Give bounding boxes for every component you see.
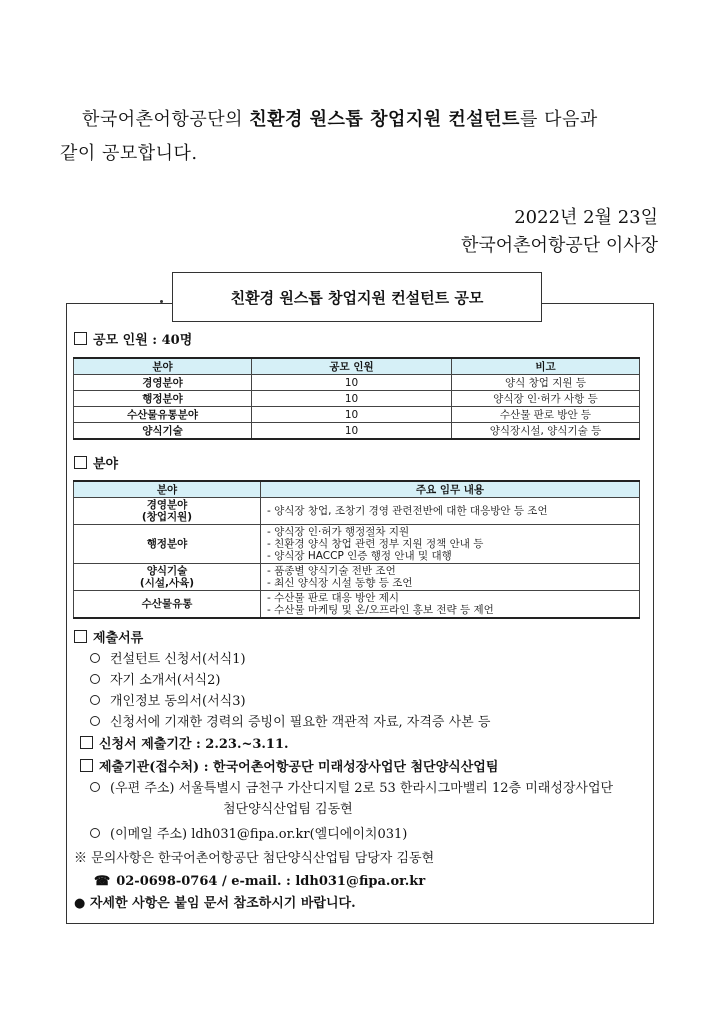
- table-row: 경영분야 10 양식 창업 지원 등: [74, 375, 640, 391]
- checkbox-square-icon: [74, 332, 87, 345]
- period-heading: 신청서 제출기간 : 2.23.~3.11.: [80, 733, 289, 752]
- list-item: 개인정보 동의서(서식3): [90, 691, 490, 712]
- fields-table: [73, 480, 640, 619]
- table-row: 양식기술 10 양식장시설, 양식기술 등: [74, 423, 640, 440]
- list-item: (우편 주소) 서울특별시 금천구 가산디지털 2로 53 한라시그마밸리 12층 미래성장사업단: [90, 778, 613, 799]
- list-item: 컨설턴트 신청서(서식1): [90, 649, 490, 670]
- table-header: 공모 인원: [252, 358, 452, 375]
- table-row: 수산물유통 - 수산물 판로 대응 방안 제시 - 수산물 마케팅 및 온/오프라인 홍보 전략 등 제언: [74, 591, 640, 619]
- intro-bold-title: 친환경 원스톱 창업지원 컨설턴트: [249, 109, 520, 130]
- checkbox-square-icon: [74, 630, 87, 643]
- agency-details: [90, 778, 613, 845]
- intro-paragraph: 한국어촌어항공단의 친환경 원스톱 창업지원 컨설턴트를 다음과 같이 공모합니다.: [60, 109, 598, 164]
- issuer: 한국어촌어항공단 이사장: [461, 235, 658, 256]
- checkbox-square-icon: [74, 456, 87, 469]
- list-item: 첨단양식산업팀 김동현: [223, 802, 353, 817]
- contact-line: ☎ 02-0698-0764 / e-mail. : ldh031@fipa.or.kr: [94, 871, 425, 892]
- table-row: 행정분야 10 양식장 인·허가 사항 등: [74, 391, 640, 407]
- recruit-table: [73, 357, 640, 440]
- docs-list: [90, 649, 490, 733]
- frame-dot: [160, 300, 163, 303]
- circle-bullet-icon: [90, 716, 100, 726]
- notice-title: 친환경 원스톱 창업지원 컨설턴트 공모: [172, 272, 542, 322]
- phone-icon: ☎: [94, 874, 111, 889]
- recruit-heading: 공모 인원 : 40명: [74, 329, 192, 348]
- docs-heading: 제출서류: [74, 627, 143, 646]
- table-header: 비고: [452, 358, 640, 375]
- table-header: 주요 임무 내용: [261, 481, 640, 498]
- circle-bullet-icon: [90, 782, 100, 792]
- reference-note: ● 자세한 사항은 붙임 문서 참조하시기 바랍니다.: [74, 896, 356, 911]
- agency-heading: 제출기관(접수처) : 한국어촌어항공단 미래성장사업단 첨단양식산업팀: [80, 756, 498, 775]
- list-item: (이메일 주소) ldh031@fipa.or.kr(엘디에이치031): [90, 824, 613, 845]
- fields-heading: 분야: [74, 453, 118, 472]
- table-row: 양식기술 (시설,사육) - 품종별 양식기술 전반 조언 - 최신 양식장 시설 동향 등 조언: [74, 564, 640, 591]
- circle-bullet-icon: [90, 828, 100, 838]
- table-row: 경영분야 (창업지원) - 양식장 창업, 조창기 경영 관련전반에 대한 대응방안 등 조언: [74, 498, 640, 525]
- checkbox-square-icon: [80, 736, 93, 749]
- circle-bullet-icon: [90, 674, 100, 684]
- table-header: 분야: [74, 481, 261, 498]
- table-header: 분야: [74, 358, 252, 375]
- table-row: 행정분야 - 양식장 인·허가 행정절차 지원 - 친환경 양식 창업 관련 정부 지원 정책 안내 등 - 양식장 HACCP 인증 행정 안내 및 대행: [74, 525, 640, 564]
- circle-bullet-icon: [90, 695, 100, 705]
- inquiry-text: ※ 문의사항은 한국어촌어항공단 첨단양식산업팀 담당자 김동현: [74, 851, 435, 866]
- announcement-date: 2022년 2월 23일: [514, 207, 658, 228]
- list-item: 자기 소개서(서식2): [90, 670, 490, 691]
- list-item: 신청서에 기재한 경력의 증빙이 필요한 객관적 자료, 자격증 사본 등: [90, 712, 490, 733]
- table-row: 수산물유통분야 10 수산물 판로 방안 등: [74, 407, 640, 423]
- checkbox-square-icon: [80, 759, 93, 772]
- circle-bullet-icon: [90, 653, 100, 663]
